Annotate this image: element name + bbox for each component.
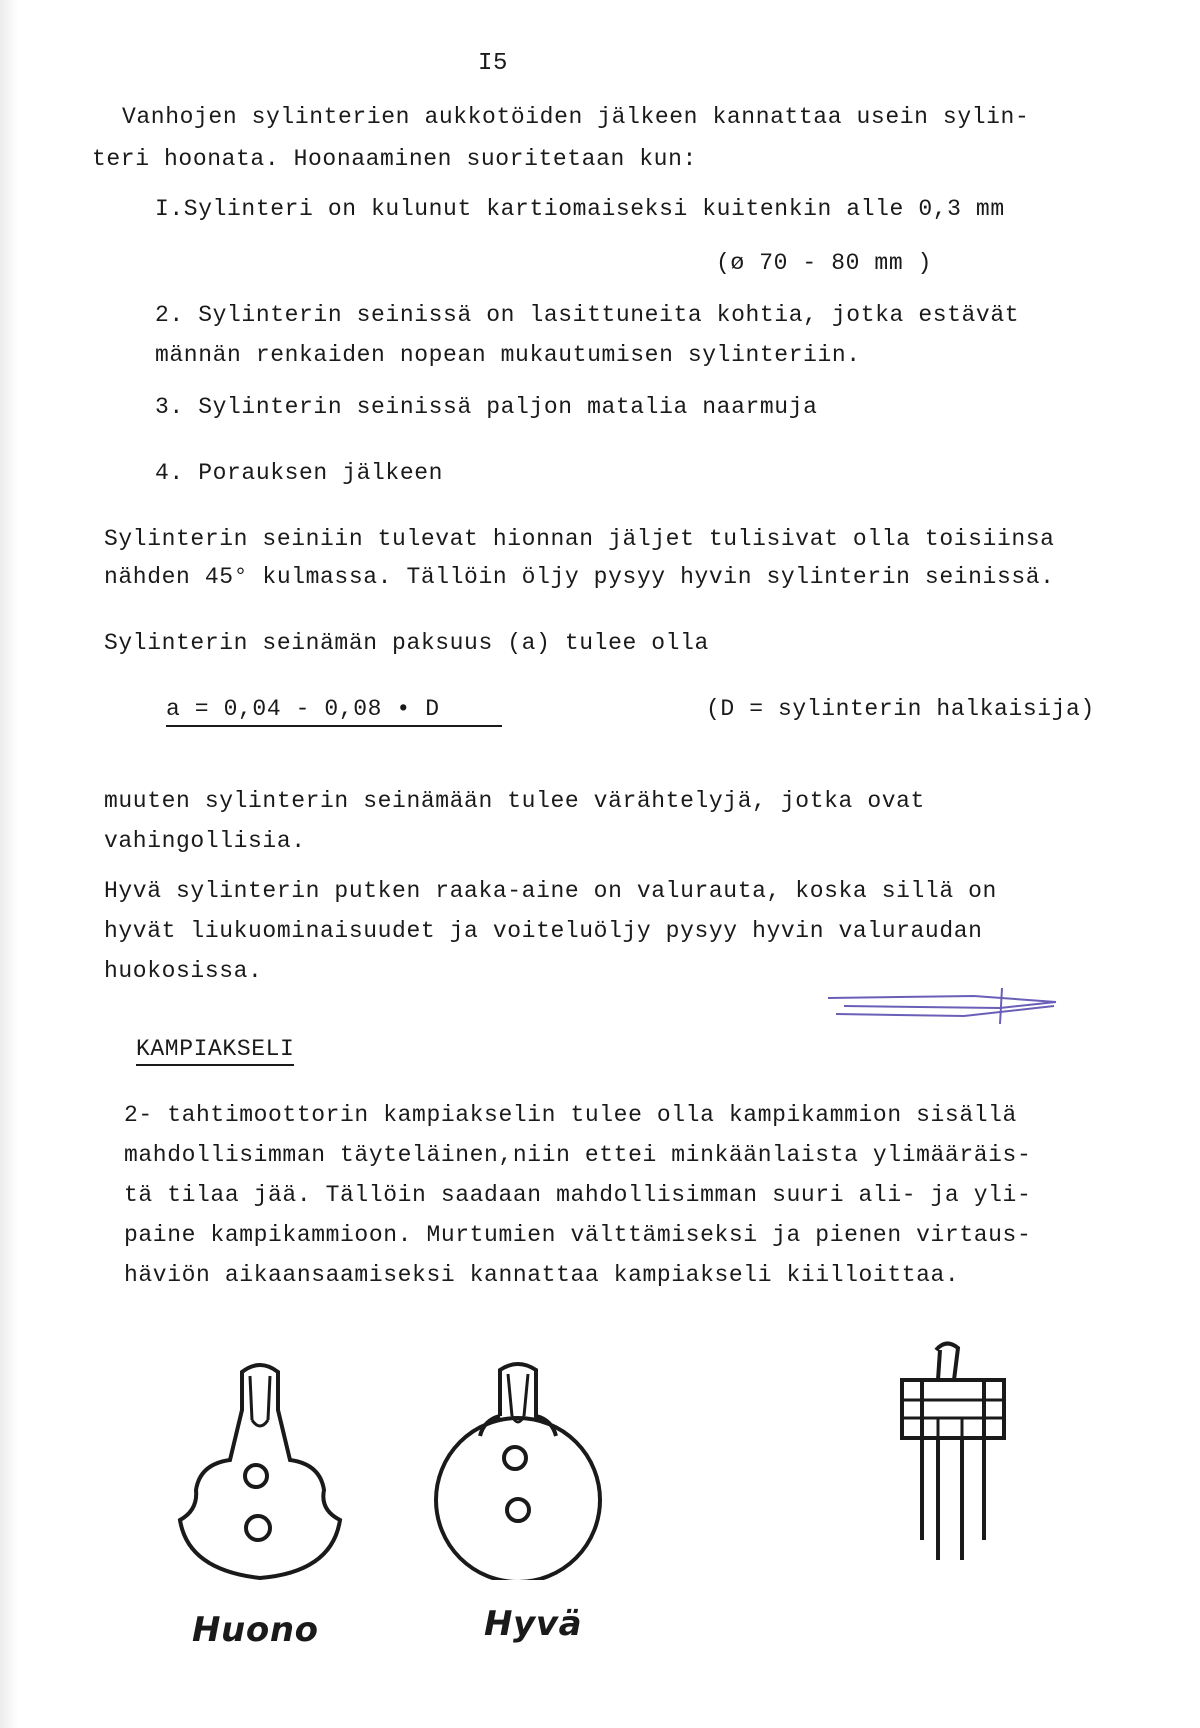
page-number: I5 <box>478 50 509 77</box>
crank-good-drawing <box>420 1360 620 1580</box>
label-good: Hyvä <box>484 1604 583 1644</box>
condition-2-line1: 2. Sylinterin seinissä on lasittuneita kohtia, jotka estävät <box>155 302 1020 328</box>
paragraph5-line3: huokosissa. <box>104 958 263 984</box>
crankshaft-side-view-drawing <box>896 1340 1016 1580</box>
paragraph5-line2: hyvät liukuominaisuudet ja voiteluöljy pysyy hyvin valuraudan <box>104 918 983 944</box>
paragraph5-line1: Hyvä sylinterin putken raaka-aine on valurauta, koska sillä on <box>104 878 997 904</box>
paragraph2-line1: Sylinterin seiniin tulevat hionnan jäljet tulisivat olla toisiinsa <box>104 526 1055 552</box>
paragraph1-line1: Vanhojen sylinterien aukkotöiden jälkeen kannattaa usein sylin- <box>122 104 1030 130</box>
paragraph6-line1: 2- tahtimoottorin kampiakselin tulee olla kampikammion sisällä <box>124 1102 1017 1128</box>
paragraph6-line4: paine kampikammioon. Murtumien välttämiseksi ja pienen virtaus- <box>124 1222 1032 1248</box>
pen-scribble-mark <box>824 980 1064 1030</box>
condition-1-line2: (ø 70 - 80 mm ) <box>716 250 933 276</box>
section-heading: KAMPIAKSELI <box>136 1036 294 1066</box>
condition-4: 4. Porauksen jälkeen <box>155 460 444 486</box>
condition-3: 3. Sylinterin seinissä paljon matalia naarmuja <box>155 394 818 420</box>
paragraph6-line5: häviön aikaansaamiseksi kannattaa kampiakseli kiilloittaa. <box>124 1262 960 1288</box>
paragraph4-line2: vahingollisia. <box>104 828 306 854</box>
condition-1-line1: I.Sylinteri on kulunut kartiomaiseksi kuitenkin alle 0,3 mm <box>155 196 1005 222</box>
label-bad: Huono <box>192 1610 319 1650</box>
paragraph6-line3: tä tilaa jää. Tällöin saadaan mahdollisimman suuri ali- ja yli- <box>124 1182 1032 1208</box>
condition-2-line2: männän renkaiden nopean mukautumisen sylinteriin. <box>155 342 861 368</box>
scan-edge-shadow <box>0 0 18 1728</box>
formula-note: (D = sylinterin halkaisija) <box>706 696 1095 722</box>
paragraph2-line2: nähden 45° kulmassa. Tällöin öljy pysyy hyvin sylinterin seinissä. <box>104 564 1055 590</box>
paragraph4-line1: muuten sylinterin seinämään tulee värähtelyjä, jotka ovat <box>104 788 925 814</box>
formula: a = 0,04 - 0,08 • D <box>166 696 502 727</box>
paragraph6-line2: mahdollisimman täyteläinen,niin ettei minkäänlaista ylimääräis- <box>124 1142 1032 1168</box>
paragraph3: Sylinterin seinämän paksuus (a) tulee olla <box>104 630 709 656</box>
paragraph1-line2: teri hoonata. Hoonaaminen suoritetaan kun: <box>92 146 697 172</box>
crank-bad-drawing <box>160 1360 360 1580</box>
